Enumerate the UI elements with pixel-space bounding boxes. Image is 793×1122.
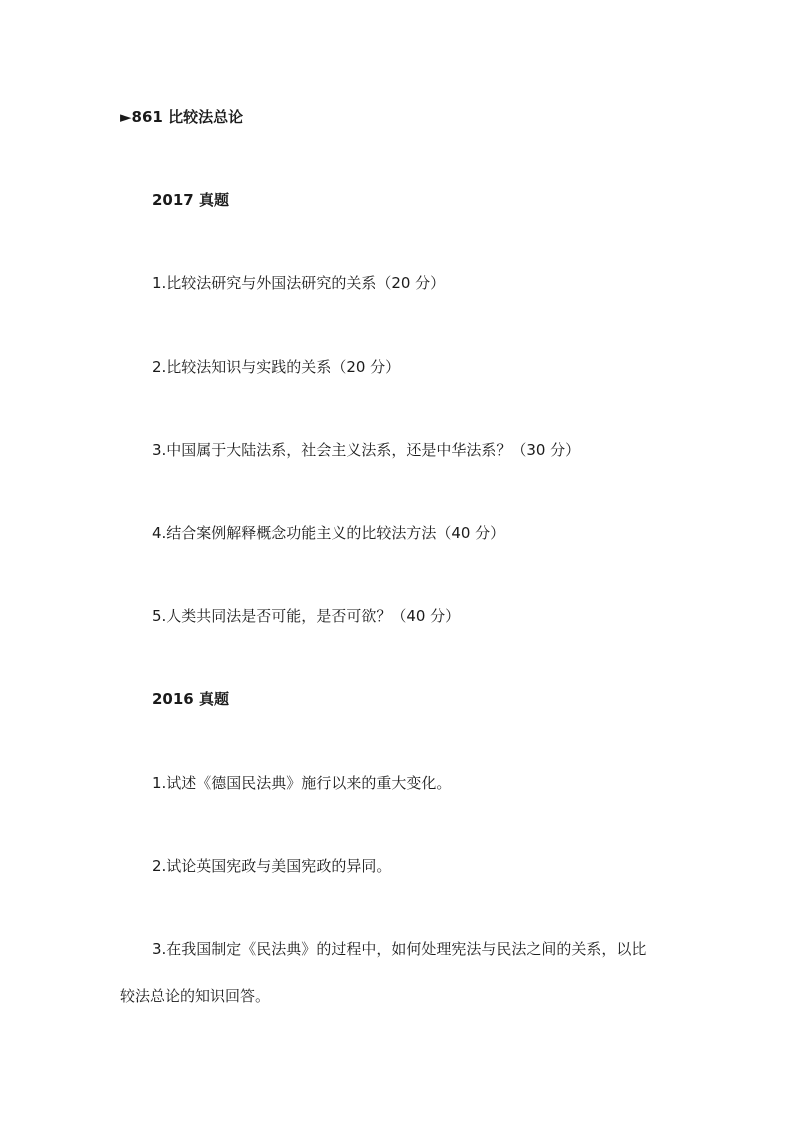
question-item: 1.比较法研究与外国法研究的关系（20 分） <box>152 274 446 292</box>
question-item: 1.试述《德国民法典》施行以来的重大变化。 <box>152 774 452 792</box>
question-item: 2.试论英国宪政与美国宪政的异同。 <box>152 857 392 875</box>
section-year-2016: 2016 真题 <box>152 690 229 708</box>
question-item: 3.在我国制定《民法典》的过程中，如何处理宪法与民法之间的关系，以比 <box>152 940 647 958</box>
document-title: ►861 比较法总论 <box>120 108 244 126</box>
question-item: 4.结合案例解释概念功能主义的比较法方法（40 分） <box>152 524 506 542</box>
question-continuation: 较法总论的知识回答。 <box>120 987 271 1005</box>
question-item: 2.比较法知识与实践的关系（20 分） <box>152 358 401 376</box>
section-year-2017: 2017 真题 <box>152 191 229 209</box>
question-item: 3.中国属于大陆法系，社会主义法系，还是中华法系？（30 分） <box>152 441 581 459</box>
question-item: 5.人类共同法是否可能，是否可欲？（40 分） <box>152 607 461 625</box>
